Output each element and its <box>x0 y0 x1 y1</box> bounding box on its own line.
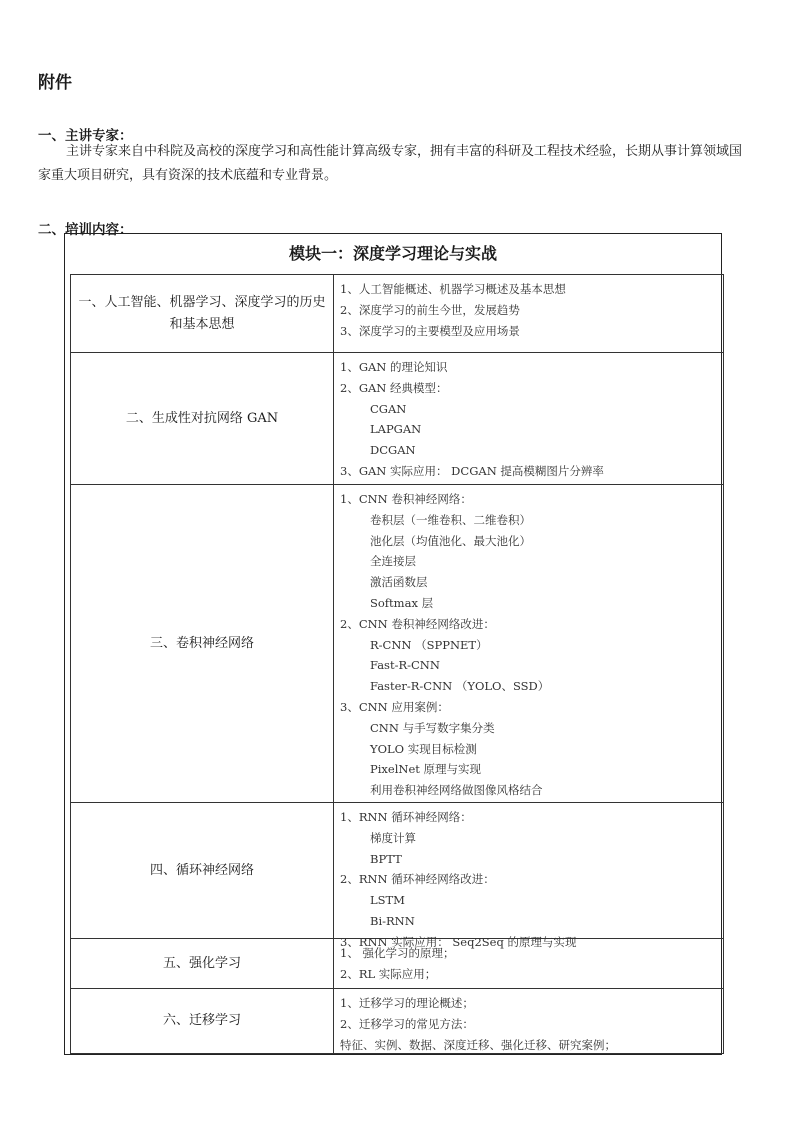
content-subitem: Fast-R-CNN <box>370 658 440 673</box>
content-item: 1、GAN 的理论知识 <box>340 360 448 374</box>
topic-cell: 六、迁移学习 <box>71 989 334 1053</box>
table-row-rnn <box>70 802 724 949</box>
content-subitem: LAPGAN <box>370 422 422 437</box>
content-item: 特征、实例、数据、深度迁移、强化迁移、研究案例； <box>340 1037 616 1052</box>
content-subitem: 利用卷积神经网络做图像风格结合 <box>370 783 543 798</box>
content-item: 2、CNN 卷积神经网络改进： <box>340 616 495 631</box>
content-cell <box>334 939 723 988</box>
content-subitem: 全连接层 <box>370 554 416 569</box>
content-cell <box>334 275 723 352</box>
content-item: 2、迁移学习的常见方法： <box>340 1016 474 1031</box>
content-cell <box>334 989 723 1053</box>
content-item: 3、RNN 实际应用： Seq2Seq 的原理与实现 <box>340 934 577 949</box>
content-item: 1、迁移学习的理论概述； <box>340 996 474 1010</box>
table-row-gan <box>70 352 724 485</box>
content-subitem: LSTM <box>370 893 405 908</box>
topic-cell: 二、生成性对抗网络 GAN <box>71 353 334 484</box>
content-subitem: CNN 与手写数字集分类 <box>370 720 495 735</box>
content-item: 2、深度学习的前生今世，发展趋势 <box>340 302 520 317</box>
content-item: 3、GAN 实际应用： DCGAN 提高模糊图片分辨率 <box>340 463 604 478</box>
content-cell <box>334 485 723 802</box>
training-content-table <box>64 233 722 1055</box>
content-subitem: PixelNet 原理与实现 <box>370 762 482 777</box>
table-row-transfer <box>70 988 724 1054</box>
content-item: 1、人工智能概述、机器学习概述及基本思想 <box>340 282 566 296</box>
table-row-history <box>70 274 724 353</box>
content-item: 2、RNN 循环神经网络改进： <box>340 872 495 887</box>
content-item: 1、CNN 卷积神经网络： <box>340 492 472 506</box>
content-subitem: CGAN <box>370 401 407 416</box>
content-cell <box>334 353 723 484</box>
topic-cell: 三、卷积神经网络 <box>71 485 334 802</box>
table-row-rl <box>70 938 724 989</box>
content-subitem: 激活函数层 <box>370 575 428 590</box>
topic-cell: 四、循环神经网络 <box>71 803 334 938</box>
content-item: 2、GAN 经典模型： <box>340 380 448 395</box>
module-title: 模块一：深度学习理论与实战 <box>288 244 497 263</box>
content-subitem: YOLO 实现目标检测 <box>370 741 477 756</box>
section-heading-training: 二、培训内容： <box>38 222 133 238</box>
content-item: 1、 强化学习的原理； <box>340 946 455 960</box>
content-subitem: DCGAN <box>370 443 416 458</box>
content-subitem: Softmax 层 <box>370 595 434 610</box>
content-item: 3、深度学习的主要模型及应用场景 <box>340 323 520 338</box>
topic-cell: 一、人工智能、机器学习、深度学习的历史和基本思想 <box>71 275 334 352</box>
content-cell <box>334 803 723 949</box>
topic-cell: 五、强化学习 <box>71 939 334 988</box>
table-row-cnn <box>70 484 724 803</box>
experts-paragraph: 主讲专家来自中科院及高校的深度学习和高性能计算高级专家，拥有丰富的科研及工程技术经验，长期从事计算领域国家重大项目研究，具有资深的技术底蕴和专业背景。 <box>38 144 743 183</box>
page-title: 附件 <box>38 73 72 93</box>
content-subitem: 卷积层（一维卷积、二维卷积） <box>370 512 531 527</box>
content-item: 1、RNN 循环神经网络： <box>340 810 472 824</box>
section-heading-experts: 一、主讲专家： <box>38 128 133 144</box>
content-subitem: BPTT <box>370 851 402 866</box>
content-item: 3、CNN 应用案例： <box>340 699 449 714</box>
content-subitem: 梯度计算 <box>370 830 416 845</box>
content-subitem: R-CNN （SPPNET） <box>370 637 488 652</box>
content-subitem: Bi-RNN <box>370 913 415 928</box>
content-subitem: 池化层（均值池化、最大池化） <box>370 533 531 548</box>
content-subitem: Faster-R-CNN （YOLO、SSD） <box>370 679 550 694</box>
content-item: 2、RL 实际应用； <box>340 966 437 981</box>
